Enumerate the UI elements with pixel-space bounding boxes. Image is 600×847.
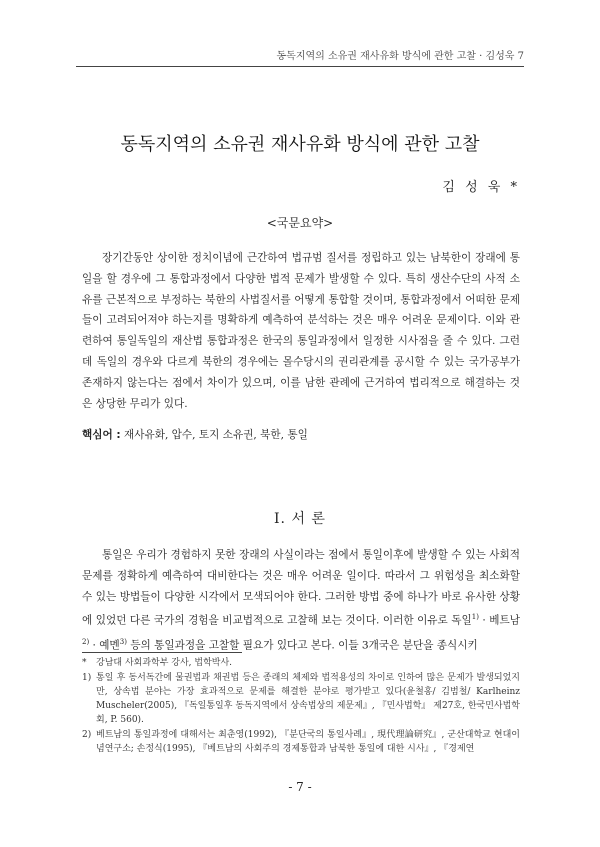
footnote-mark: * bbox=[82, 658, 87, 668]
keywords-label: 핵심어 : bbox=[82, 429, 121, 441]
keywords-list: 재사유화, 압수, 토지 소유권, 북한, 통일 bbox=[124, 429, 308, 441]
footnote-item bbox=[82, 671, 520, 727]
footnote-item bbox=[82, 728, 520, 756]
author-name: 김 성 욱 * bbox=[442, 180, 520, 195]
footnote-ref-3[interactable]: 3) bbox=[119, 637, 127, 646]
running-header: 동독지역의 소유권 재사유화 방식에 관한 고찰 · 김성욱 7 bbox=[276, 51, 524, 62]
footnote-mark: 2) bbox=[82, 730, 92, 740]
footnote-ref-2[interactable]: 2) bbox=[82, 637, 90, 646]
body-text-part: · 베트남 bbox=[478, 614, 520, 627]
body-text-part: 통일은 우리가 경험하지 못한 장래의 사실이라는 점에서 통일이후에 발생할 수 있는 사회적 문제를 정확하게 예측하여 대비한다는 것은 매우 어려운 일이다. 따라서 그 위험성을 최소화할 수 있는 방법들이 다양한 시각에서 모색되어야 한다. 그러한 방법 중에 하나가 바로 유사한 상황에 있었던 다른 국가의 경험을 비교법적으로 고찰해 보는 것이다. 이러한 이유로 독일 bbox=[82, 549, 520, 627]
footnote-mark: 1) bbox=[82, 673, 92, 683]
keywords-line bbox=[82, 427, 520, 442]
footnote-item bbox=[82, 656, 520, 670]
page-number: - 7 - bbox=[288, 780, 312, 794]
body-text-part: · 예멘 bbox=[89, 639, 120, 652]
introduction-paragraph bbox=[82, 545, 520, 656]
footnote-rule bbox=[82, 652, 242, 653]
footnote-text: 강남대 사회과학부 강사, 법학박사. bbox=[96, 658, 233, 668]
abstract-paragraph: 장기간동안 상이한 정치이념에 근간하여 법규범 질서를 정립하고 있는 남북한이 장래에 통일을 할 경우에 그 통합과정에서 다양한 법적 문제가 발생할 수 있다. 특히 생산수단의 사적 소유를 근본적으로 부정하는 북한의 사법질서를 어떻게 통합할 것이며, 통합과정에서 어떠한 문제들이 고려되어져야 하는지를 명확하게 예측하여 분석하는 것은 매우 어려운 문제이다. 이와 관련하여 통일독일의 재산법 통합과정은 한국의 통일과정에서 일정한 시사점을 줄 수 있다. 그런데 독일의 경우와 다르게 북한의 경우에는 몰수당시의 권리관계를 공시할 수 있는 국가공부가 존재하지 않는다는 점에서 차이가 있으며, 이를 남한 관례에 근거하여 법리적으로 해결하는 것은 상당한 무리가 있다. bbox=[82, 252, 520, 410]
body-text-part: 등의 통일과정을 고찰할 필요가 있다고 본다. 이들 3개국은 분단을 종식시키 bbox=[126, 639, 478, 652]
footnote-text: 베트남의 통일과정에 대해서는 최춘영(1992), 『분단국의 통일사례』, 現代理論研究』, 군산대학교 현대이념연구소; 손정식(1995), 『베트남의 사회주의 경제통합과 남북한 통일에 대한 시사』, 『경제연 bbox=[96, 730, 520, 754]
abstract-heading: <국문요약> bbox=[266, 216, 334, 230]
footnote-ref-1[interactable]: 1) bbox=[471, 613, 479, 622]
paper-title: 동독지역의 소유권 재사유화 방식에 관한 고찰 bbox=[120, 134, 480, 155]
header-rule bbox=[76, 66, 524, 67]
footnotes bbox=[82, 656, 520, 757]
section-heading-introduction: Ⅰ. 서 론 bbox=[274, 511, 326, 527]
footnote-text: 통일 후 동서독간에 물권법과 채권법 등은 종래의 체제와 법적용성의 차이로 인하여 많은 문제가 발생되었지만, 상속법 분야는 가장 효과적으로 문제를 해결한 분야로 평가받고 있다(윤철홍/ 김범철/ Karlheinz Muscheler(2005), 『독일통일후 동독지역에서 상속법상의 제문제』, 『민사법학』 제27호, 한국민사법학회, P. 560). bbox=[96, 673, 520, 725]
